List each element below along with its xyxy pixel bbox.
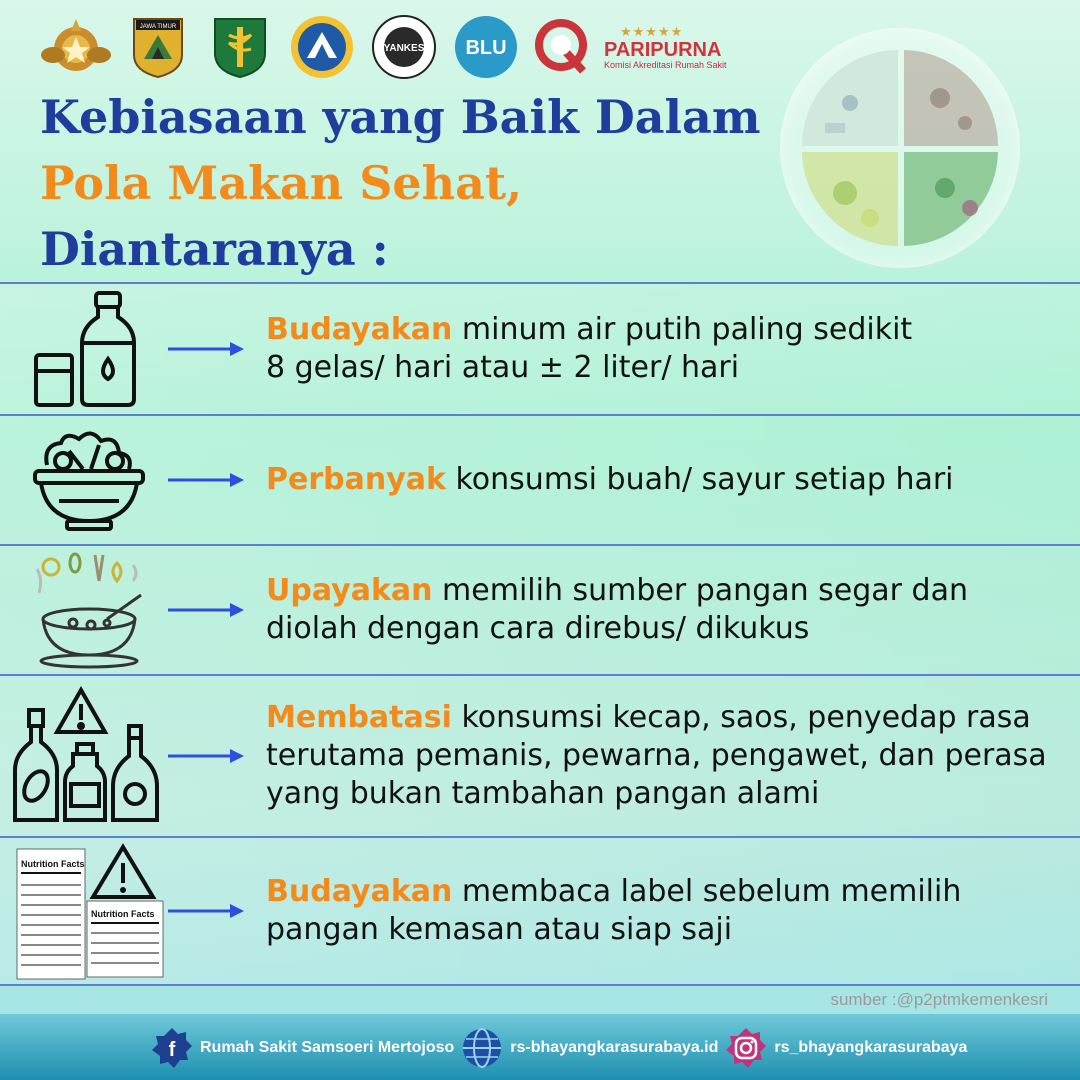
tip-item-limit-condiments	[0, 674, 1080, 836]
rs-bhayangkara-logo	[286, 14, 358, 80]
yankes-label: YANKES	[383, 43, 425, 54]
website-link[interactable]	[460, 1026, 718, 1070]
tip-keyword: Perbanyak	[266, 462, 446, 497]
tip-line-1: konsumsi buah/ sayur setiap hari	[445, 462, 954, 497]
arrow-right-icon	[166, 746, 246, 766]
tip-keyword: Membatasi	[266, 700, 452, 735]
arrow-right-icon	[166, 339, 246, 359]
svg-text:f: f	[168, 1039, 176, 1061]
instagram-link[interactable]	[724, 1026, 967, 1070]
tip-line-1: minum air putih paling sedikit	[452, 312, 913, 347]
facebook-link[interactable]	[150, 1026, 454, 1070]
instagram-icon	[724, 1026, 768, 1070]
paripurna-subtitle: Komisi Akreditasi Rumah Sakit	[604, 59, 727, 70]
tip-keyword: Budayakan	[266, 874, 453, 909]
yankes-logo	[368, 14, 440, 80]
arrow-right-icon	[166, 901, 246, 921]
arrow-right-icon	[166, 470, 246, 490]
title-line-3: Diantaranya :	[40, 222, 389, 276]
tip-text	[266, 311, 1060, 387]
tip-line-1: konsumsi kecap, saos, penyedap rasa	[451, 700, 1031, 735]
tip-line-2: diolah dengan cara direbus/ dikukus	[266, 611, 810, 646]
nutrition-label-icon	[10, 838, 170, 984]
salad-bowl-icon	[14, 416, 164, 544]
blu-label: BLU	[465, 37, 507, 59]
arrow-right-icon	[166, 600, 246, 620]
medical-logo	[204, 14, 276, 80]
tip-text	[266, 572, 1060, 648]
healthy-plate-icon	[780, 28, 1020, 268]
tip-line-2: terutama pemanis, pewarna, pengawet, dan perasa	[266, 738, 1047, 773]
tip-text	[266, 699, 1060, 813]
footer	[0, 1014, 1080, 1080]
paripurna-icon	[532, 14, 592, 80]
blu-logo	[450, 14, 522, 80]
title-line-1: Kebiasaan yang Baik Dalam	[40, 90, 761, 144]
website-label: rs-bhayangkarasurabaya.id	[510, 1039, 719, 1056]
paripurna-name: PARIPURNA	[604, 38, 722, 61]
logo-bar	[40, 12, 727, 82]
nutrition-label-title: Nutrition Facts	[21, 859, 85, 869]
globe-icon	[460, 1026, 504, 1070]
tip-text	[266, 873, 1060, 949]
tip-item-water	[0, 282, 1080, 414]
nutrition-label-title-2: Nutrition Facts	[91, 909, 155, 919]
instagram-label: rs_bhayangkarasurabaya	[774, 1039, 968, 1056]
tip-line-3: yang bukan tambahan pangan alami	[266, 776, 820, 811]
title-line-2: Pola Makan Sehat,	[40, 156, 523, 210]
facebook-icon	[150, 1026, 194, 1070]
police-logo	[40, 14, 112, 80]
page-title	[40, 84, 761, 282]
paripurna-badge	[604, 25, 727, 70]
tip-keyword: Budayakan	[266, 312, 453, 347]
source-credit: sumber :@p2ptmkemenkesri	[830, 990, 1048, 1009]
jatim-label: JAWA TIMUR	[139, 24, 177, 30]
tip-item-fruit-vegetables	[0, 414, 1080, 544]
tip-line-1: membaca label sebelum memilih	[452, 874, 962, 909]
tips-list	[0, 282, 1080, 986]
tip-text	[266, 461, 1060, 499]
tip-line-2: 8 gelas/ hari atau ± 2 liter/ hari	[266, 350, 740, 385]
facebook-label: Rumah Sakit Samsoeri Mertojoso	[200, 1039, 455, 1056]
paripurna-stars: ★★★★★	[620, 24, 684, 40]
soup-bowl-icon	[14, 546, 164, 674]
tip-item-fresh-food	[0, 544, 1080, 674]
tip-line-1: memilih sumber pangan segar dan	[432, 573, 968, 608]
tip-item-read-label	[0, 836, 1080, 986]
condiment-bottles-icon	[4, 676, 174, 836]
tip-keyword: Upayakan	[266, 573, 433, 608]
polda-jatim-logo	[122, 14, 194, 80]
tip-line-2: pangan kemasan atau siap saji	[266, 912, 733, 947]
water-bottle-icon	[14, 284, 164, 414]
